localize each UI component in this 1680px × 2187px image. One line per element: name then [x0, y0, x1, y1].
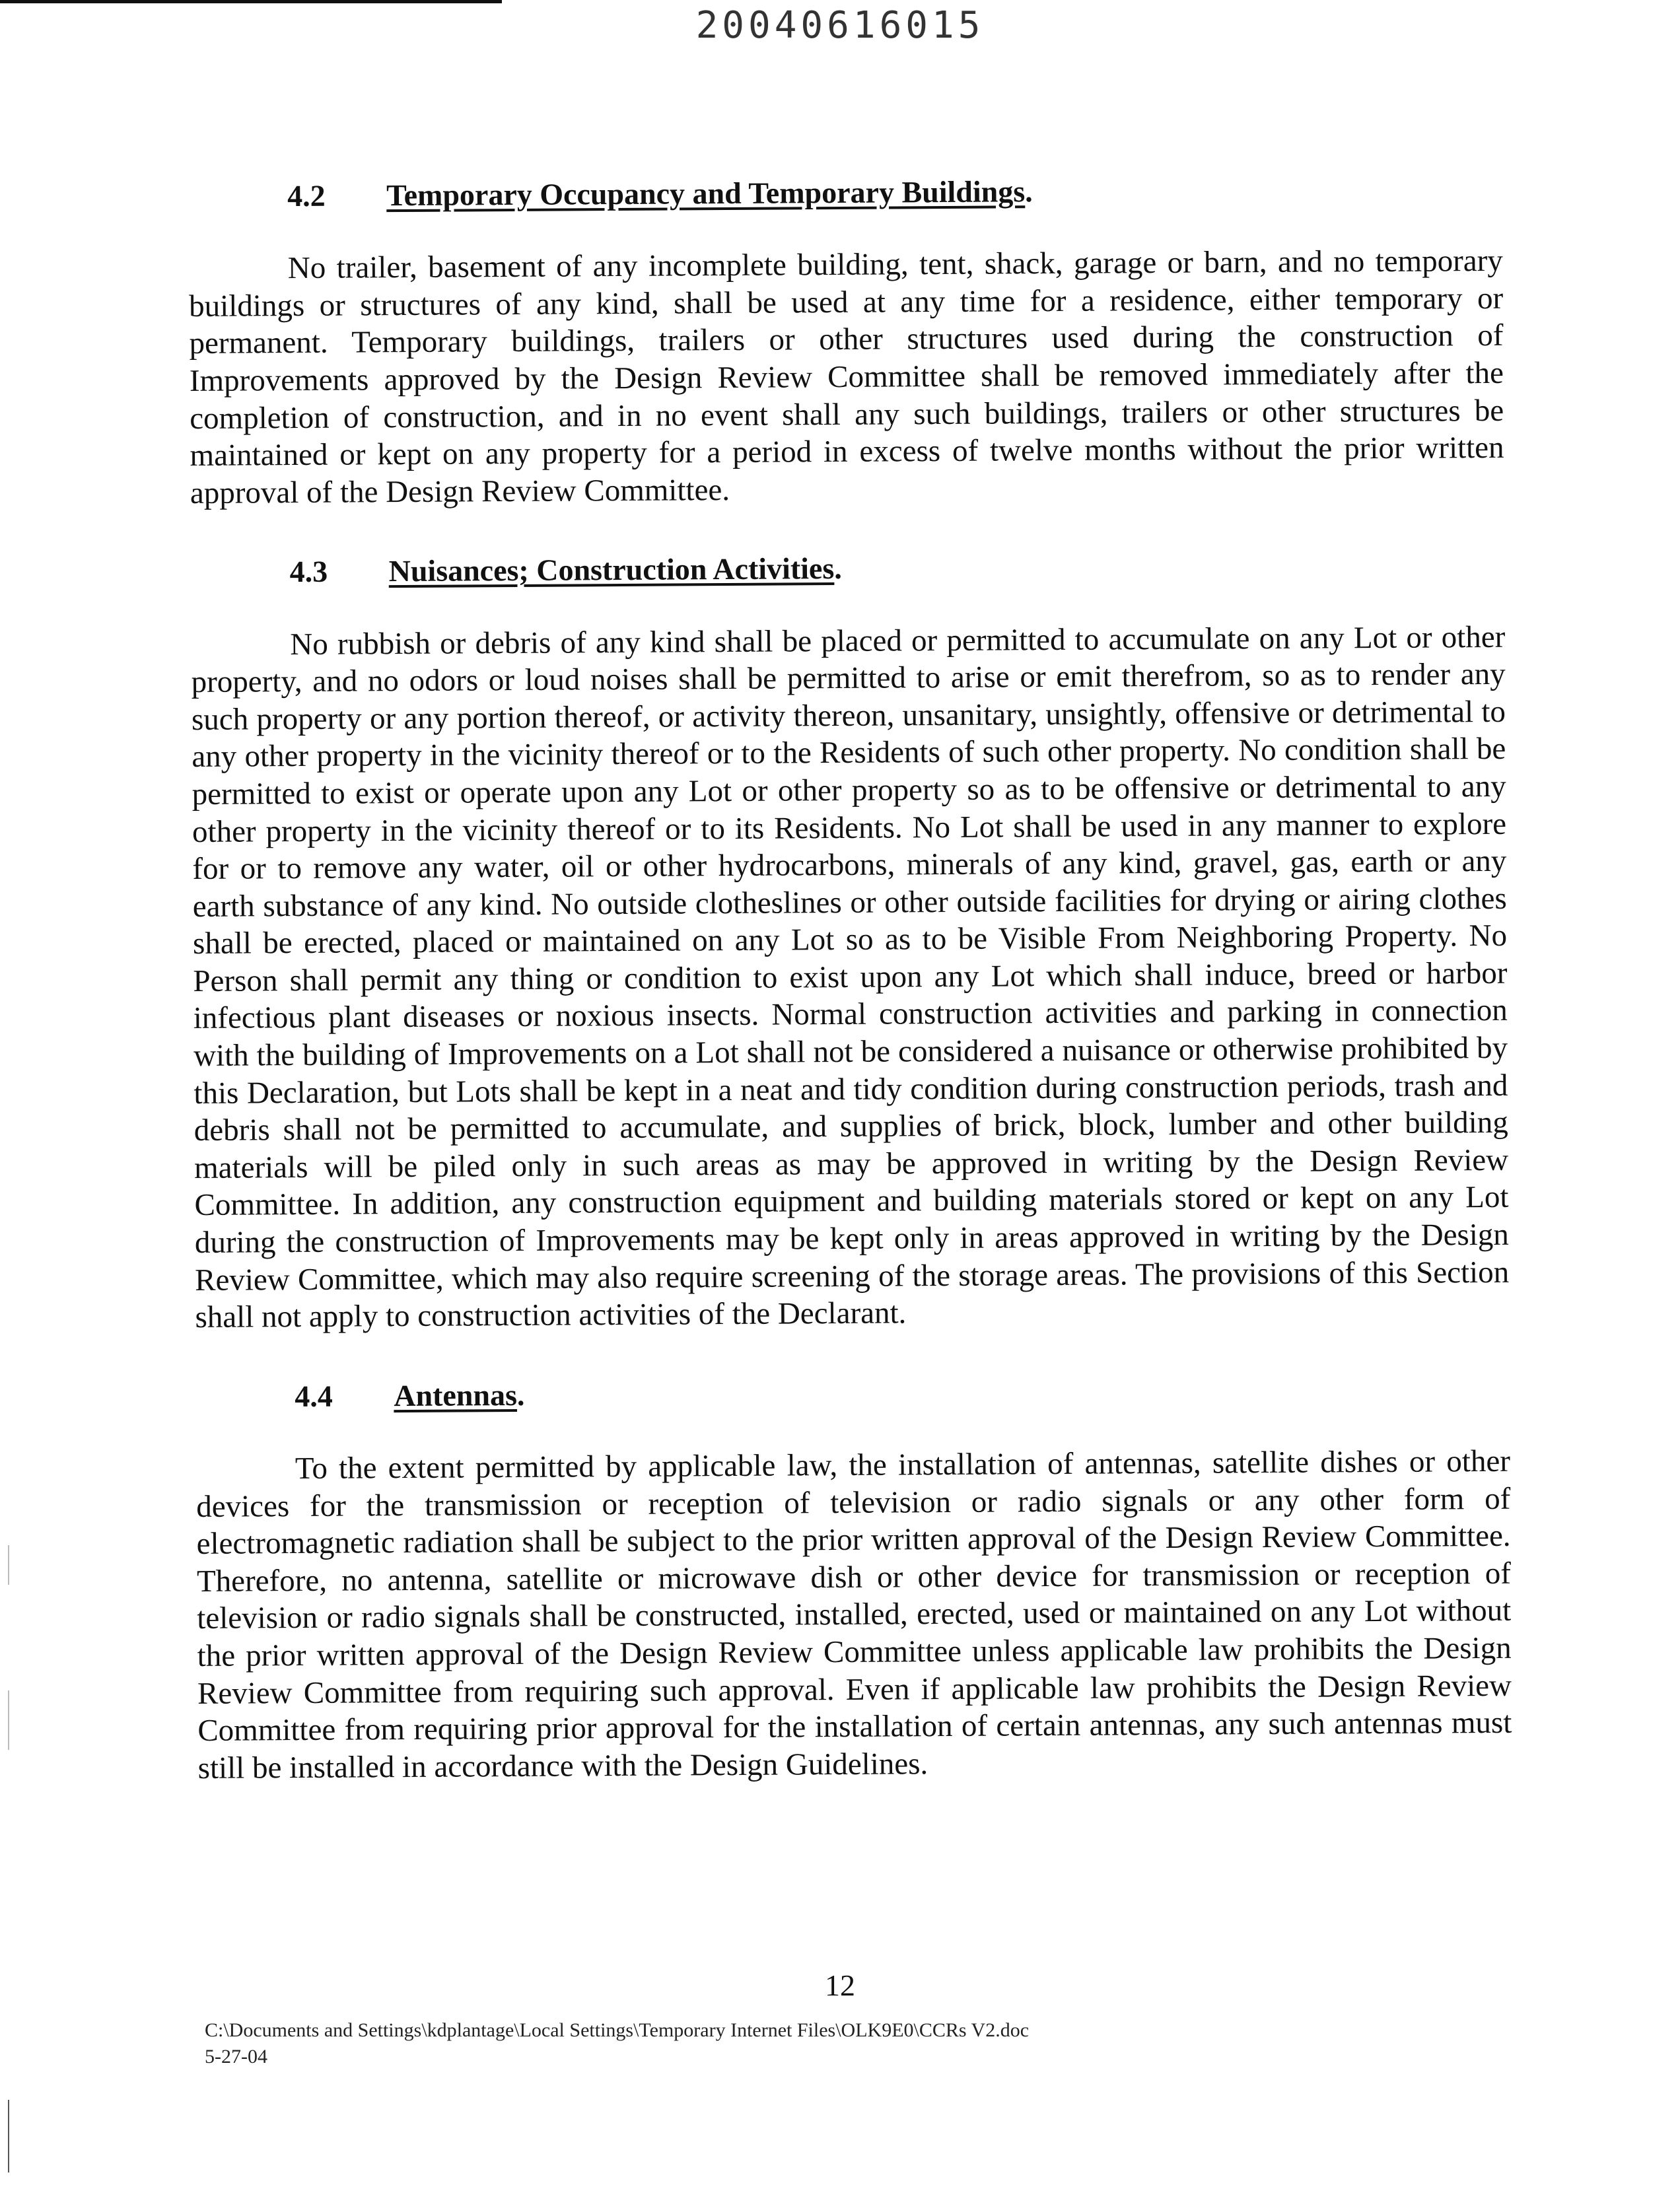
section-heading: 4.2 Temporary Occupancy and Temporary Buildings. — [287, 170, 1502, 214]
footer-file-path: C:\Documents and Settings\kdplantage\Local Settings\Temporary Internet Files\OLK9E0\CCRs V2.doc — [205, 2019, 1030, 2041]
section-number: 4.4 — [295, 1379, 333, 1413]
section-4-2 — [188, 170, 1504, 512]
section-title: Temporary Occupancy and Temporary Buildings — [386, 174, 1026, 213]
section-4-3 — [190, 546, 1509, 1336]
section-number: 4.3 — [289, 555, 328, 589]
scan-margin-mark — [8, 2100, 9, 2172]
section-4-4 — [195, 1371, 1512, 1788]
document-body — [188, 170, 1512, 1829]
footer — [205, 2017, 1029, 2070]
footer-date: 5-27-04 — [205, 2046, 267, 2067]
document-number: 20040616015 — [695, 4, 985, 47]
top-rule — [0, 0, 502, 3]
section-heading: 4.3 Nuisances; Construction Activities. — [289, 546, 1504, 590]
section-paragraph: To the extent permitted by applicable law, the installation of antennas, satellite dishes or other devices for the transmission or reception of television or radio signals or any other form of electromagnetic radiation shall be subject to the prior written approval of the Design Review Committee. Therefore, no antenna, satellite or microwave dish or other device for transmission or reception of television or radio signals shall be constructed, installed, erected, used or maintained on any Lot without the prior written approval of the Design Review Committee unless applicable law prohibits the Design Review Committee from requiring such approval. Even if applicable law prohibits the Design Review Committee from requiring prior approval for the installation of certain antennas, any such antennas must still be installed in accordance with the Design Guidelines. — [196, 1443, 1512, 1786]
scan-margin-mark — [8, 1545, 9, 1585]
section-number: 4.2 — [287, 178, 326, 213]
section-title: Nuisances; Construction Activities — [388, 551, 835, 588]
section-paragraph: No rubbish or debris of any kind shall be placed or permitted to accumulate on any Lot or other property, and no odors or loud noises shall be permitted to arise or emit therefrom, so as to render any such property or any portion thereof, or activity thereon, unsanitary, unsightly, offensive or detrimental to any other property in the vicinity thereof or to the Residents of such other property. No condition shall be permitted to exist or operate upon any Lot or other property so as to be offensive or detrimental to any other property in the vicinity thereof or to its Residents. No Lot shall be used in any manner to explore for or to remove any water, oil or other hydrocarbons, minerals of any kind, gravel, gas, earth or any earth substance of any kind. No outside clotheslines or other outside facilities for drying or airing clothes shall be erected, placed or maintained on any Lot so as to be Visible From Neighboring Property. No Person shall permit any thing or condition to exist upon any Lot which shall induce, breed or harbor infectious plant diseases or noxious insects. Normal construction activities and parking in connection with the building of Improvements on a Lot shall not be considered a nuisance or otherwise prohibited by this Declaration, but Lots shall be kept in a neat and tidy condition during construction periods, trash and debris shall not be permitted to accumulate, and supplies of brick, block, lumber and other building materials will be piled only in such areas as may be approved in writing by the Design Review Committee. In addition, any construction equipment and building materials stored or kept on any Lot during the construction of Improvements may be kept only in areas approved in writing by the Design Review Committee, which may also require screening of the storage areas. The provisions of this Section shall not apply to construction activities of the Declarant. — [191, 619, 1510, 1335]
section-heading: 4.4 Antennas. — [295, 1371, 1510, 1414]
section-paragraph: No trailer, basement of any incomplete building, tent, shack, garage or barn, and no temporary buildings or structures of any kind, shall be used at any time for a residence, either temporary or permanent. Temporary buildings, trailers or other structures used during the construction of Improvements approved by the Design Review Committee shall be removed immediately after the completion of construction, and in no event shall any such buildings, trailers or other structures be maintained or kept on any property for a period in excess of twelve months without the prior written approval of the Design Review Committee. — [189, 244, 1504, 510]
page-number: 12 — [825, 1968, 855, 2002]
scan-margin-mark — [8, 1690, 9, 1750]
section-title: Antennas — [394, 1377, 518, 1412]
